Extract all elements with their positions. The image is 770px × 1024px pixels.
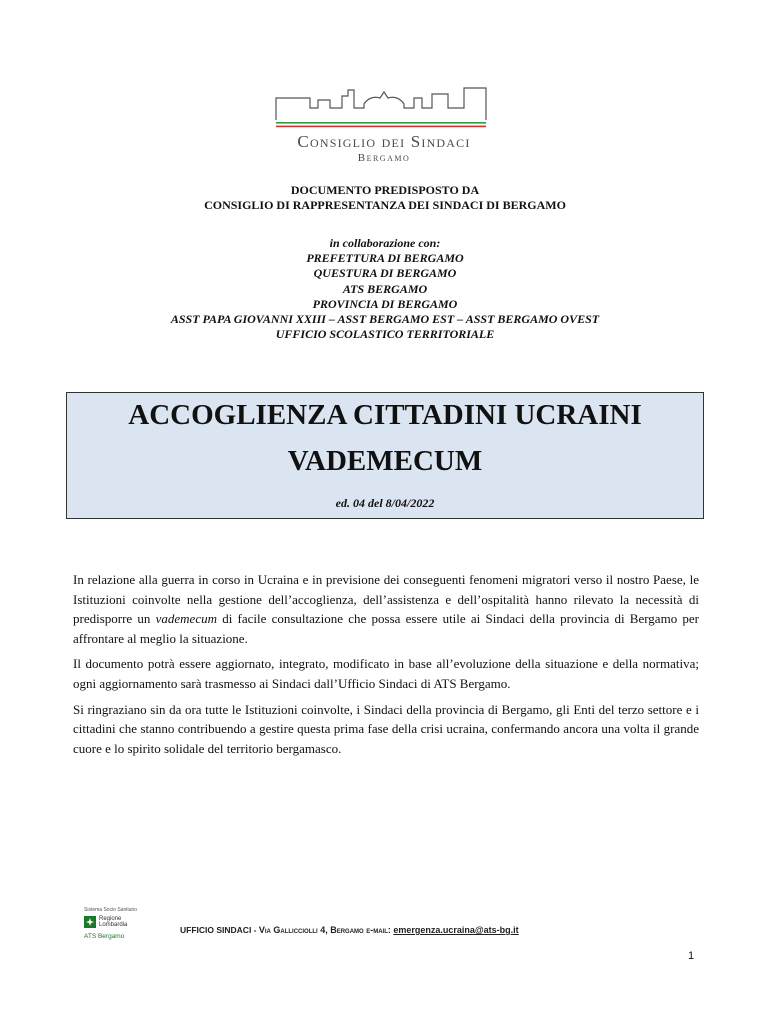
paragraph-1-end: di facile consultazione che possa essere utile ai Sindaci della provincia di Bergamo per affrontare al meglio la situazione.	[73, 611, 699, 646]
collaboration-intro: in collaborazione con:	[329, 236, 441, 250]
logo-ats-label: ATS Bergamo	[84, 933, 125, 940]
paragraph-1-emphasis: vademecum	[155, 611, 217, 627]
header-line-1: DOCUMENTO PREDISPOSTO DA	[290, 183, 480, 197]
document-title: ACCOGLIENZA CITTADINI UCRAINI	[128, 399, 642, 431]
ats-bergamo-logo	[84, 907, 148, 955]
paragraph-3: Si ringraziano sin da ora tutte le Istituzioni coinvolte, i Sindaci della provincia di Bergamo, gli Enti del terzo settore e i cittadini che stanno contribuendo a gestire questa prima fase della crisi ucraina, confermando ancora una volta il grande cuore e lo spirito solidale del territorio bergamasco.	[73, 701, 699, 756]
paragraph-1-start: In relazione alla guerra in corso in Ucraina e in previsione dei conseguenti fenomeni migratori verso il nostro Paese, le Istituzioni coinvolte nella gestione dell’accoglienza, dell’assistenza e dell’ospitalità hanno rilevato la necessità di predisporre un	[73, 572, 699, 627]
logo-subtitle: Bergamo	[357, 152, 411, 164]
document-subtitle: VADEMECUM	[287, 445, 483, 477]
partner-item: QUESTURA DI BERGAMO	[313, 266, 457, 281]
edition-label: ed. 04 del 8/04/2022	[335, 496, 435, 510]
consiglio-sindaci-logo	[272, 84, 496, 170]
document-header	[0, 183, 770, 213]
logo-system-label: Sistema Socio Sanitario	[84, 907, 138, 913]
logo-title: Consiglio dei Sindaci	[297, 132, 471, 151]
footer-address: Via Gallicciolli 4, Bergamo e-mail:	[258, 925, 394, 935]
header-line-2: CONSIGLIO DI RAPPRESENTANZA DEI SINDACI DI BERGAMO	[204, 198, 566, 212]
partner-item: UFFICIO SCOLASTICO TERRITORIALE	[275, 327, 495, 342]
footer-email-link[interactable]: emergenza.ucraina@ats-bg.it	[393, 925, 519, 935]
title-box	[66, 392, 704, 519]
footer-contact	[180, 925, 519, 935]
page-number: 1	[688, 950, 695, 962]
paragraph-1	[73, 570, 699, 648]
body-text	[73, 570, 699, 764]
footer-office: UFFICIO SINDACI -	[180, 925, 259, 935]
regione-lombardia-icon	[84, 916, 96, 928]
collaboration-block	[0, 236, 770, 342]
logo-region-label: Regione Lombardia	[99, 916, 128, 928]
paragraph-2: Il documento potrà essere aggiornato, integrato, modificato in base all’evoluzione della situazione e della normativa; ogni aggiornamento sarà trasmesso ai Sindaci dall’Ufficio Sindaci di ATS Bergamo.	[73, 656, 699, 691]
partner-item: PROVINCIA DI BERGAMO	[312, 296, 458, 311]
partner-item: PREFETTURA DI BERGAMO	[306, 251, 464, 266]
partner-item: ATS BERGAMO	[342, 281, 428, 296]
city-skyline-icon	[272, 84, 496, 132]
partner-item: ASST PAPA GIOVANNI XXIII – ASST BERGAMO EST – ASST BERGAMO OVEST	[170, 312, 600, 327]
